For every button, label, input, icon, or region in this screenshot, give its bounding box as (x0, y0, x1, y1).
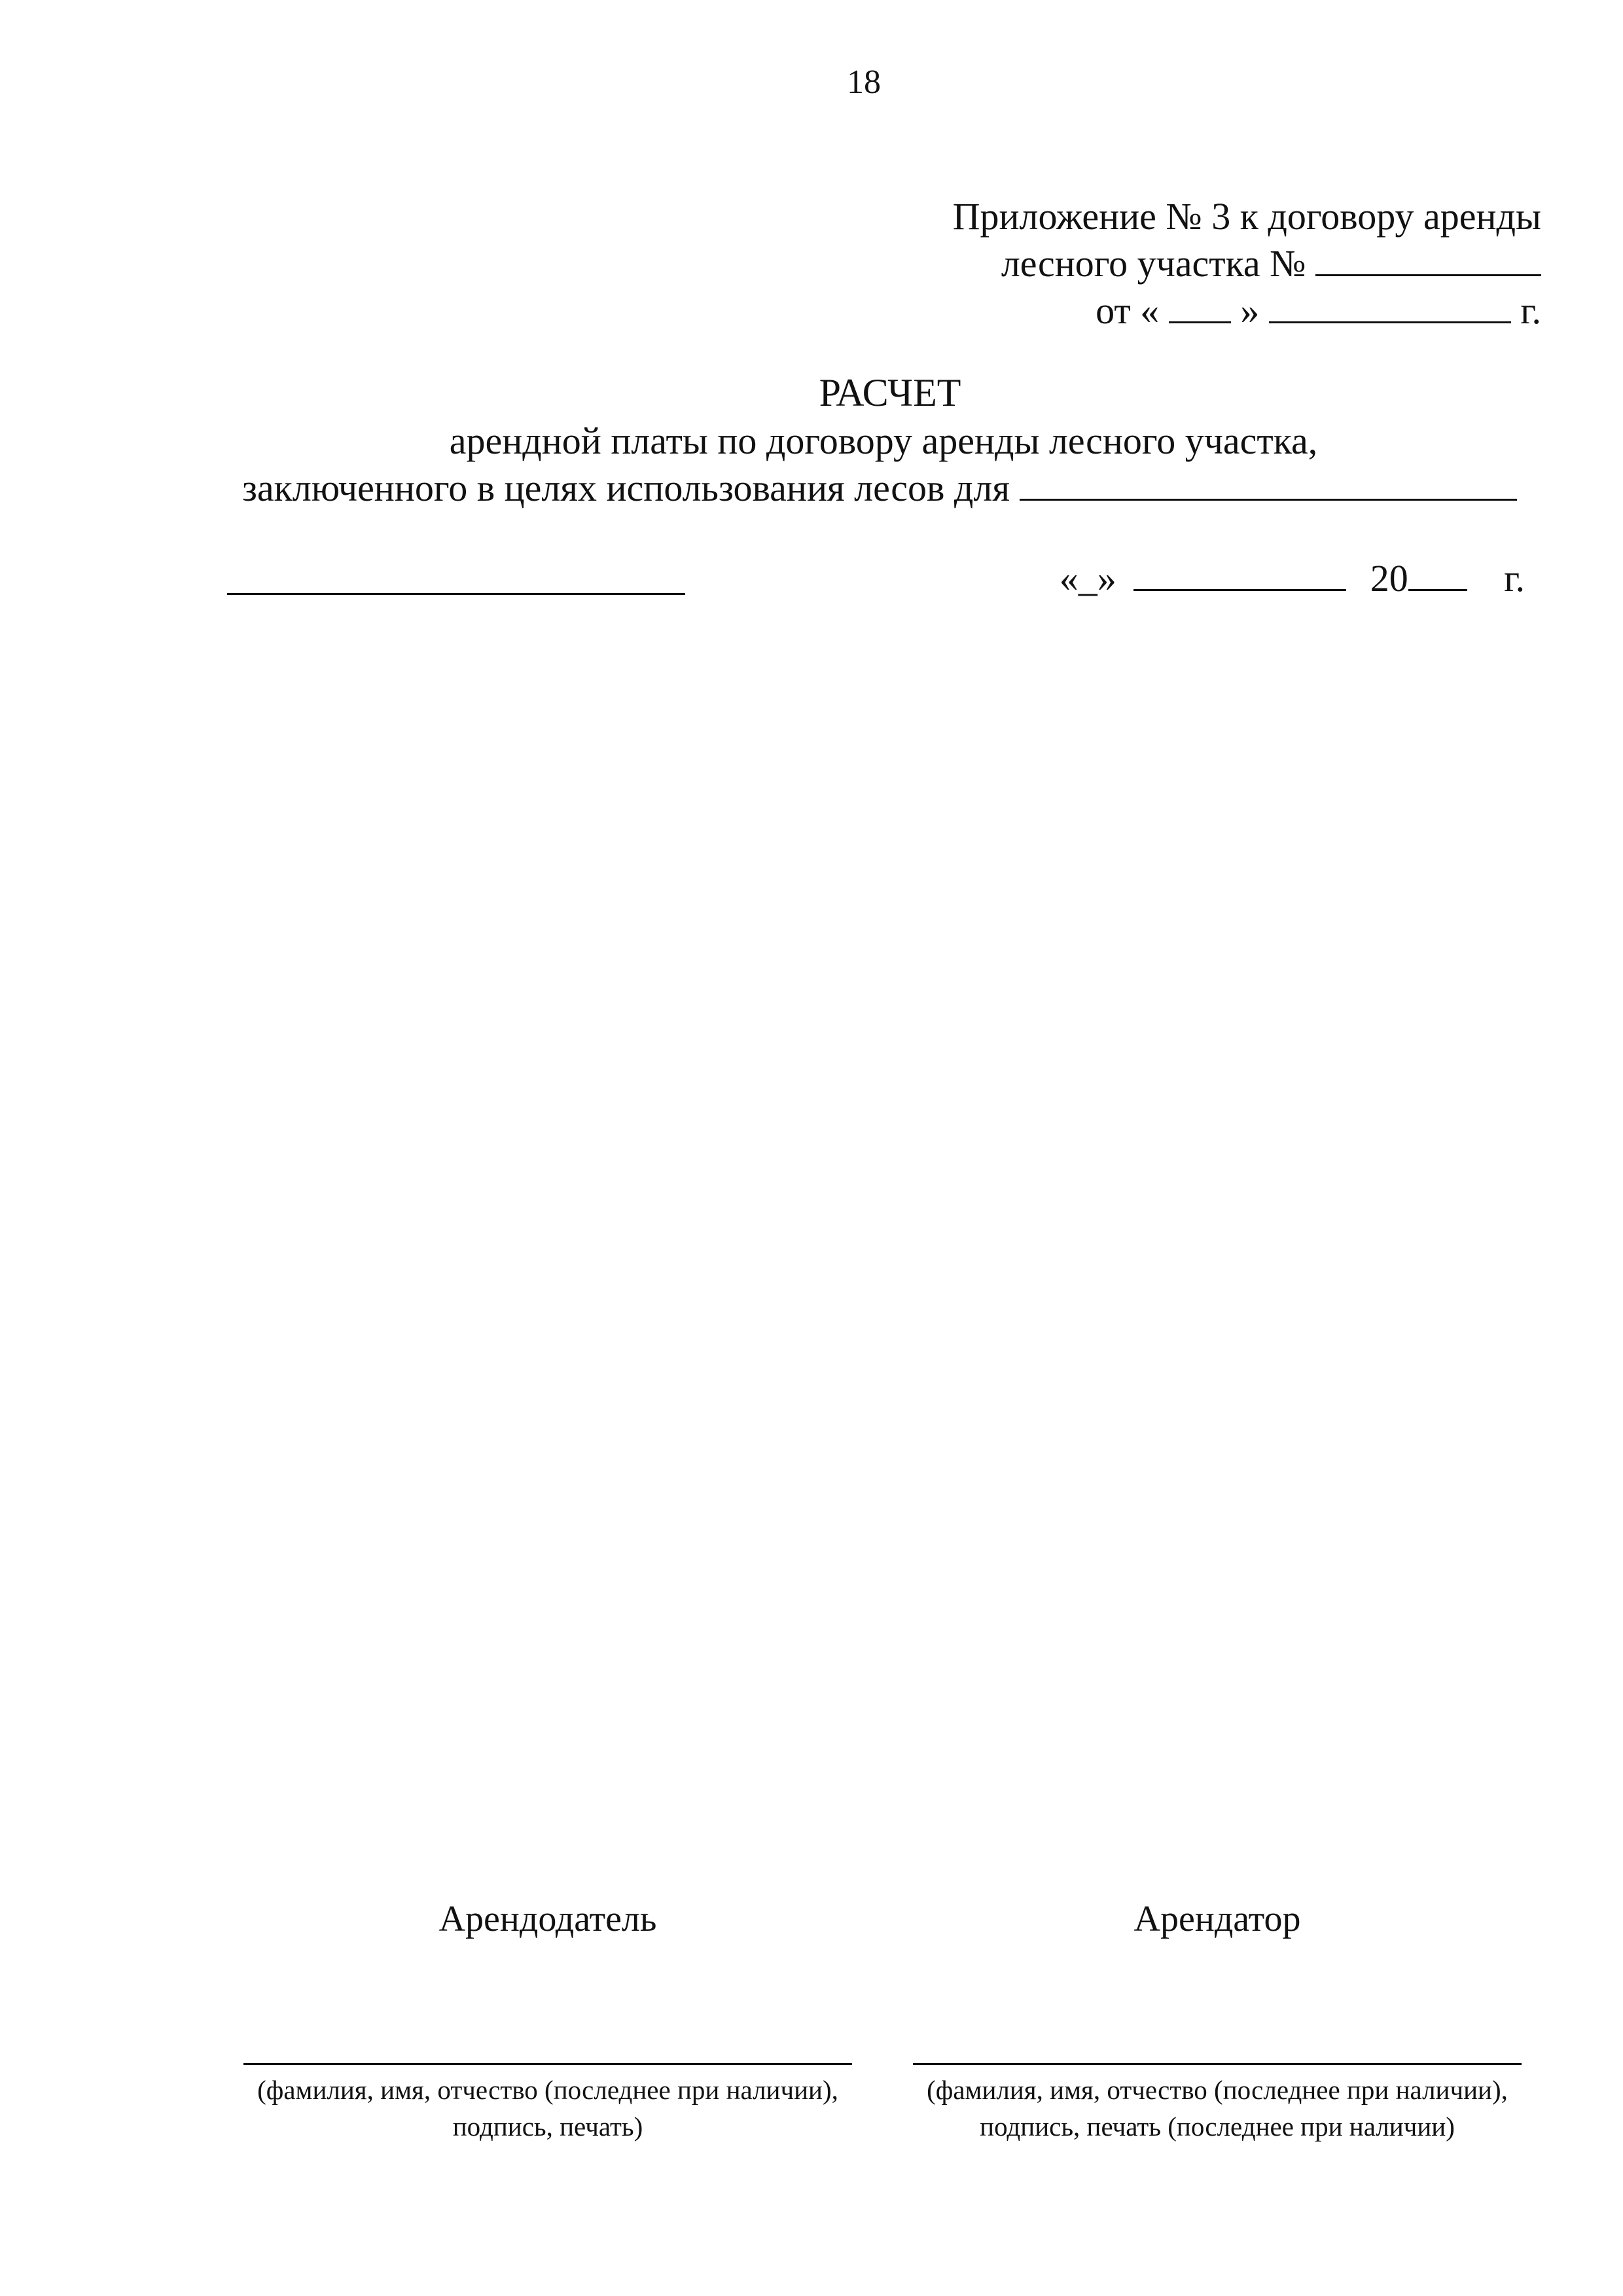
purpose-blank[interactable] (1020, 469, 1517, 501)
lessee-caption-line1: (фамилия, имя, отчество (последнее при наличии), (927, 2075, 1508, 2105)
lessee-signature-line[interactable] (913, 2063, 1522, 2065)
date-day: «_» (1059, 557, 1116, 600)
purpose-label: заключенного в целях использования лесов для (242, 467, 1010, 509)
document-subtitle-line2 (242, 466, 1517, 510)
appendix-line2 (1001, 240, 1541, 287)
lessor-caption-line1: (фамилия, имя, отчество (последнее при наличии), (257, 2075, 838, 2105)
date-year-blank[interactable] (1408, 559, 1467, 591)
appendix-date-open: от « (1096, 289, 1160, 332)
document-title: РАСЧЕТ (819, 371, 961, 414)
document-subtitle-line1: арендной платы по договору аренды лесного участка, (449, 420, 1318, 462)
calculation-date (1060, 556, 1525, 600)
appendix-date-close: » (1240, 289, 1260, 332)
date-suffix: г. (1504, 557, 1525, 600)
lessor-signature-caption (243, 2072, 852, 2145)
lessor-caption-line2: подпись, печать) (452, 2111, 643, 2142)
place-blank[interactable] (227, 593, 685, 595)
lessee-signature-caption (913, 2072, 1522, 2145)
lessor-signature-line[interactable] (243, 2063, 852, 2065)
lessor-title: Арендодатель (438, 1899, 657, 1939)
appendix-line1: Приложение № 3 к договору аренды (952, 195, 1541, 238)
date-year-prefix: 20 (1370, 557, 1408, 600)
appendix-day-blank[interactable] (1169, 291, 1231, 323)
appendix-month-blank[interactable] (1269, 291, 1511, 323)
contract-number-blank[interactable] (1315, 244, 1541, 276)
date-month-blank[interactable] (1133, 559, 1346, 591)
appendix-line3 (1096, 287, 1541, 334)
lessee-caption-line2: подпись, печать (последнее при наличии) (980, 2111, 1455, 2142)
page-number: 18 (847, 63, 881, 101)
appendix-year-suffix: г. (1520, 289, 1541, 332)
appendix-contract-label: лесного участка № (1001, 242, 1306, 285)
lessee-title: Арендатор (1133, 1899, 1301, 1939)
